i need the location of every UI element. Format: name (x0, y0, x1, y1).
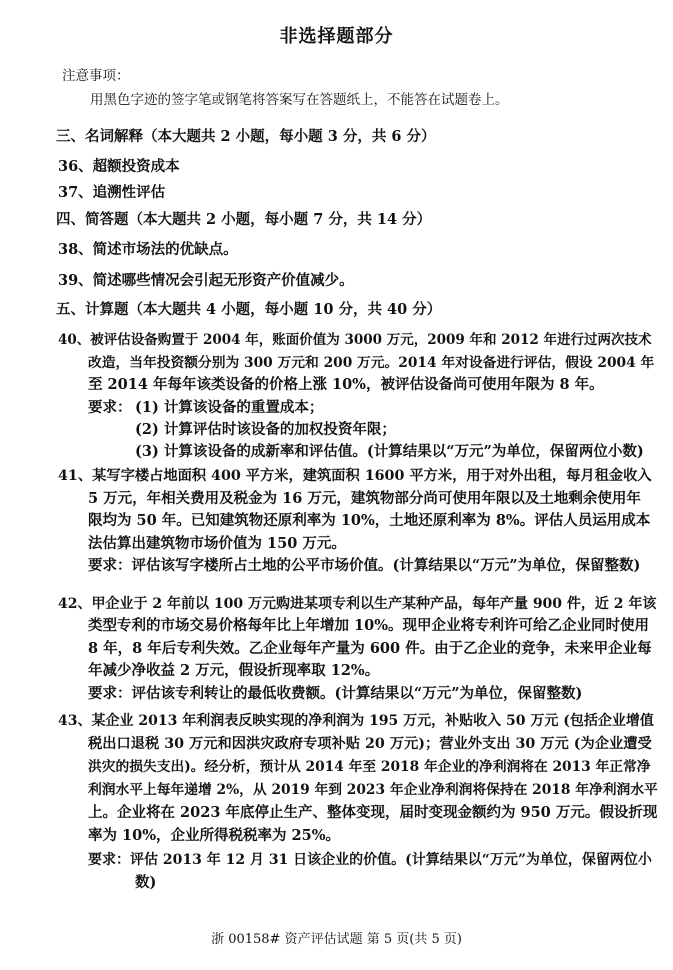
section-4-heading: 四、简答题（本大题共 2 小题，每小题 7 分，共 14 分） (56, 211, 432, 228)
question-39: 39、简述哪些情况会引起无形资产价值减少。 (58, 272, 354, 289)
question-42-line: 42、甲企业于 2 年前以 100 万元购进某项专利以生产某种产品，每年产量 900 件，近 2 年该 (58, 596, 657, 612)
question-40-requirement-label: 要求： (88, 399, 132, 416)
question-41-line: 法估算出建筑物市场价值为 150 万元。 (88, 535, 346, 552)
question-40-line: 40、被评估设备购置于 2004 年，账面价值为 3000 万元，2009 年和 2012 年进行过两次技术 (58, 332, 652, 348)
question-38: 38、简述市场法的优缺点。 (58, 241, 238, 258)
question-42-line: 类型专利的市场交易价格每年比上年增加 10%。现甲企业将专利许可给乙企业同时使用 (88, 617, 650, 634)
question-41-requirement: 要求：评估该写字楼所占土地的公平市场价值。(计算结果以“万元”为单位，保留整数) (88, 557, 641, 574)
question-40-line: 改造，当年投资额分别为 300 万元和 200 万元。2014 年对设备进行评估，假设 2004 年 (88, 355, 655, 371)
section-5-heading: 五、计算题（本大题共 4 小题，每小题 10 分，共 40 分） (56, 301, 442, 318)
question-42-line: 年减少净收益 2 万元，假设折现率取 12%。 (88, 662, 380, 679)
question-40-requirement: (2) 计算评估时该设备的加权投资年限； (135, 421, 396, 438)
question-41-line: 5 万元，年相关费用及税金为 16 万元，建筑物部分尚可使用年限以及土地剩余使用年 (88, 490, 641, 507)
question-43-requirement: 要求：评估 2013 年 12 月 31 日该企业的价值。(计算结果以“万元”为单位，保留两位小 (88, 852, 652, 868)
question-43-line: 税出口退税 30 万元和因洪灾政府专项补贴 20 万元)；营业外支出 30 万元 (为企业遭受 (88, 736, 652, 752)
question-40-requirement: (3) 计算该设备的成新率和评估值。(计算结果以“万元”为单位，保留两位小数) (135, 443, 644, 460)
page-title: 非选择题部分 (279, 26, 394, 47)
question-41-line: 限均为 50 年。已知建筑物还原利率为 10%，土地还原利率为 8%。评估人员运用成本 (88, 512, 651, 529)
question-40-line: 至 2014 年每年该类设备的价格上涨 10%，被评估设备尚可使用年限为 8 年。 (88, 376, 604, 393)
question-43-line: 利润水平上每年递增 2%，从 2019 年到 2023 年企业净利润将保持在 2018 年净利润水平 (88, 782, 658, 798)
question-43-line: 洪灾的损失支出)。经分析，预计从 2014 年至 2018 年企业的净利润将在 2013 年正常净 (88, 759, 651, 775)
notice-heading: 注意事项： (62, 68, 130, 84)
question-37: 37、追溯性评估 (58, 184, 166, 201)
question-42-requirement: 要求：评估该专利转让的最低收费额。(计算结果以“万元”为单位，保留整数) (88, 685, 583, 702)
question-43-line: 上。企业将在 2023 年底停止生产、整体变现，届时变现金额约为 950 万元。假设折现 (88, 804, 658, 821)
question-42-line: 8 年，8 年后专利失效。乙企业每年产量为 600 件。由于乙企业的竞争，未来甲企业每 (88, 640, 652, 657)
question-40-requirement: (1) 计算该设备的重置成本； (135, 399, 324, 416)
question-43-requirement: 数) (135, 874, 157, 891)
question-36: 36、超额投资成本 (58, 158, 180, 175)
page-footer: 浙 00158# 资产评估试题 第 5 页(共 5 页) (211, 932, 462, 947)
section-3-heading: 三、名词解释（本大题共 2 小题，每小题 3 分，共 6 分） (56, 128, 436, 145)
notice-text: 用黑色字迹的签字笔或钢笔将答案写在答题纸上，不能答在试题卷上。 (90, 92, 509, 108)
question-43-line: 43、某企业 2013 年利润表反映实现的净利润为 195 万元，补贴收入 50 万元 (包括企业增值 (58, 713, 654, 729)
question-43-line: 率为 10%，企业所得税税率为 25%。 (88, 827, 341, 844)
question-41-line: 41、某写字楼占地面积 400 平方米，建筑面积 1600 平方米，用于对外出租，每月租金收入 (58, 468, 652, 484)
